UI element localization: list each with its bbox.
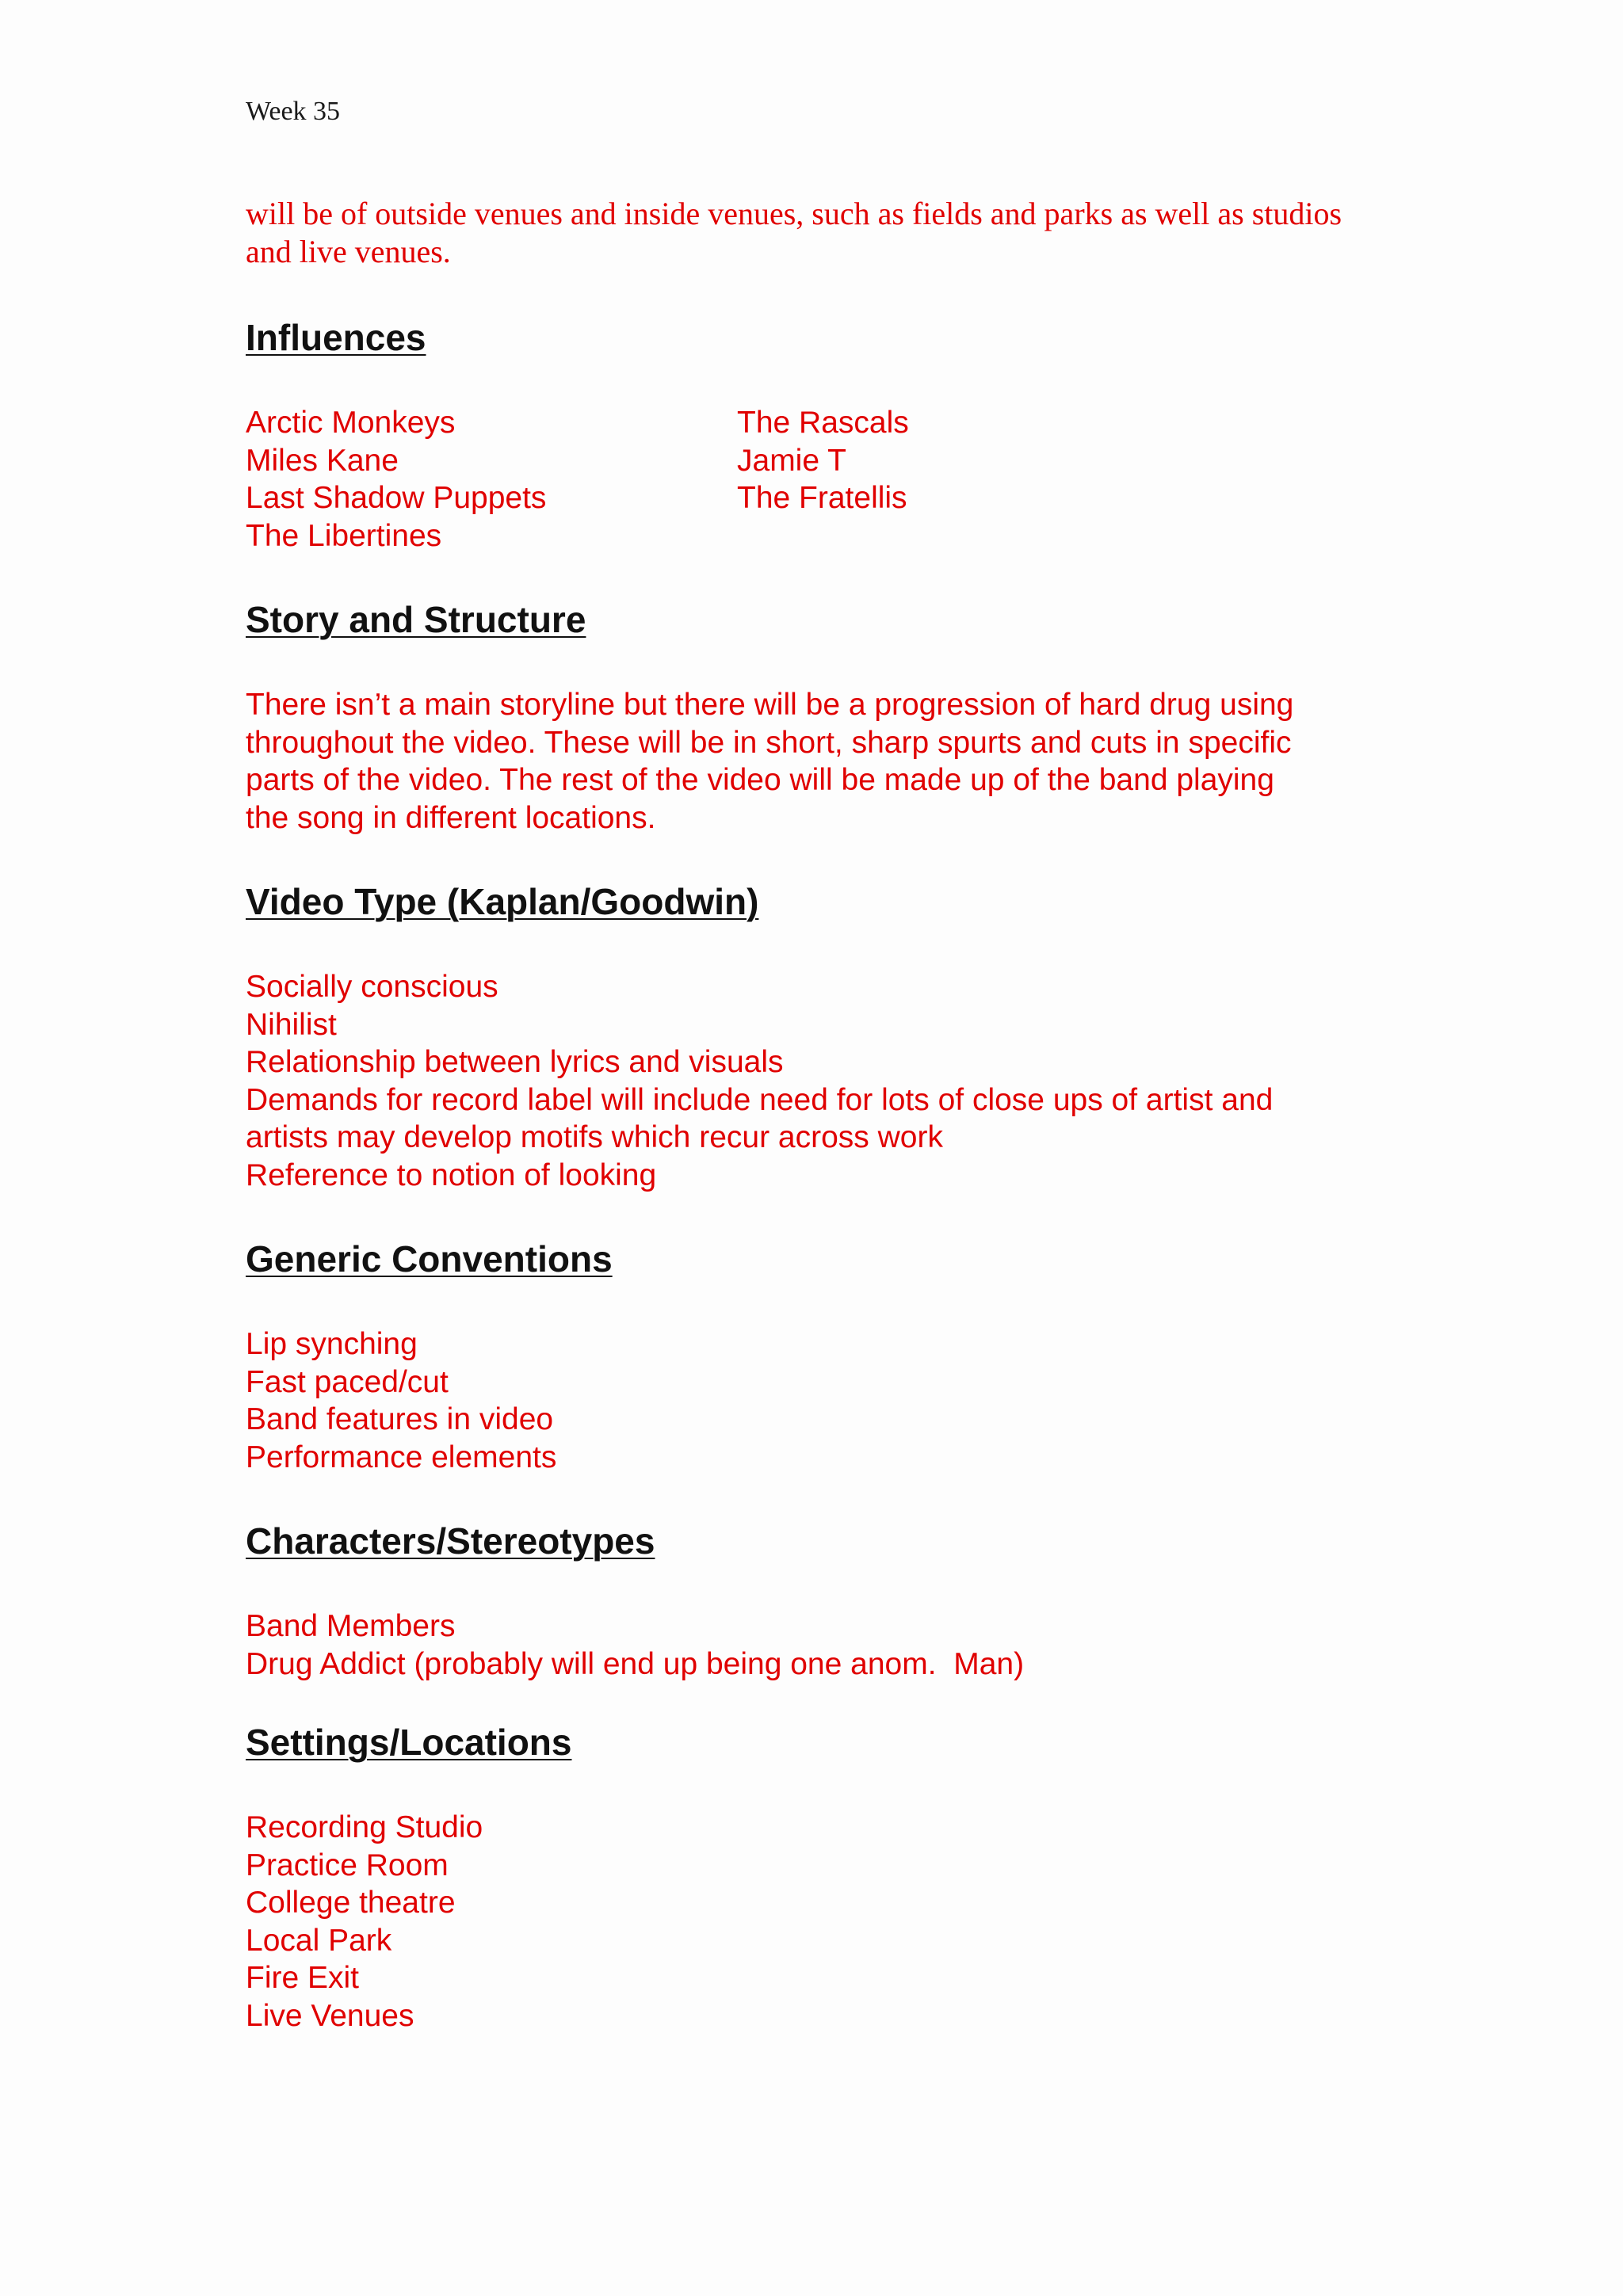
generic-conventions-heading: Generic Conventions	[246, 1238, 613, 1280]
list-item: Jamie T	[737, 443, 846, 478]
story-paragraph	[246, 686, 1395, 837]
list-item: Band Members	[246, 1609, 456, 1643]
list-item: Arctic Monkeys	[246, 406, 456, 440]
list-item: Band features in video	[246, 1402, 554, 1436]
list-item: Reference to notion of looking	[246, 1158, 657, 1192]
generic-conventions-list	[246, 1325, 1395, 1476]
list-item: Lip synching	[246, 1327, 418, 1361]
list-item: The Rascals	[737, 406, 909, 440]
intro-paragraph: will be of outside venues and inside venues, such as fields and parks as well as studios and live venues.	[246, 196, 1342, 269]
video-type-list	[246, 968, 1395, 1194]
influences-heading: Influences	[246, 317, 426, 358]
influences-right-column	[737, 404, 909, 517]
list-item: artists may develop motifs which recur across work	[246, 1120, 943, 1154]
list-item: Recording Studio	[246, 1810, 483, 1844]
characters-heading: Characters/Stereotypes	[246, 1520, 655, 1562]
list-item: Demands for record label will include need for lots of close ups of artist and	[246, 1082, 1274, 1117]
list-item: The Fratellis	[737, 481, 907, 515]
list-item: Live Venues	[246, 1998, 414, 2033]
characters-list	[246, 1608, 1395, 1683]
list-item: College theatre	[246, 1886, 456, 1920]
list-item: The Libertines	[246, 518, 442, 553]
influences-left-column	[246, 404, 546, 555]
paragraph-line: There isn’t a main storyline but there will be a progression of hard drug using	[246, 688, 1294, 722]
paragraph-line: parts of the video. The rest of the video will be made up of the band playing	[246, 763, 1274, 797]
settings-heading: Settings/Locations	[246, 1722, 572, 1763]
list-item: Practice Room	[246, 1848, 449, 1882]
list-item: Miles Kane	[246, 443, 399, 478]
paragraph-line: the song in different locations.	[246, 800, 656, 835]
settings-list	[246, 1809, 1395, 2035]
list-item: Fire Exit	[246, 1961, 360, 1995]
video-type-heading: Video Type (Kaplan/Goodwin)	[246, 881, 759, 922]
list-item: Performance elements	[246, 1440, 557, 1474]
influences-list	[246, 404, 1395, 563]
story-heading: Story and Structure	[246, 599, 586, 640]
list-item: Local Park	[246, 1923, 392, 1958]
list-item: Relationship between lyrics and visuals	[246, 1045, 784, 1079]
list-item: Last Shadow Puppets	[246, 481, 547, 515]
list-item: Socially conscious	[246, 970, 498, 1004]
page-header: Week 35	[246, 97, 341, 126]
list-item: Nihilist	[246, 1007, 337, 1042]
list-item: Fast paced/cut	[246, 1364, 449, 1399]
list-item: Drug Addict (probably will end up being one anom. Man)	[246, 1646, 1025, 1681]
paragraph-line: throughout the video. These will be in short, sharp spurts and cuts in specific	[246, 725, 1292, 760]
